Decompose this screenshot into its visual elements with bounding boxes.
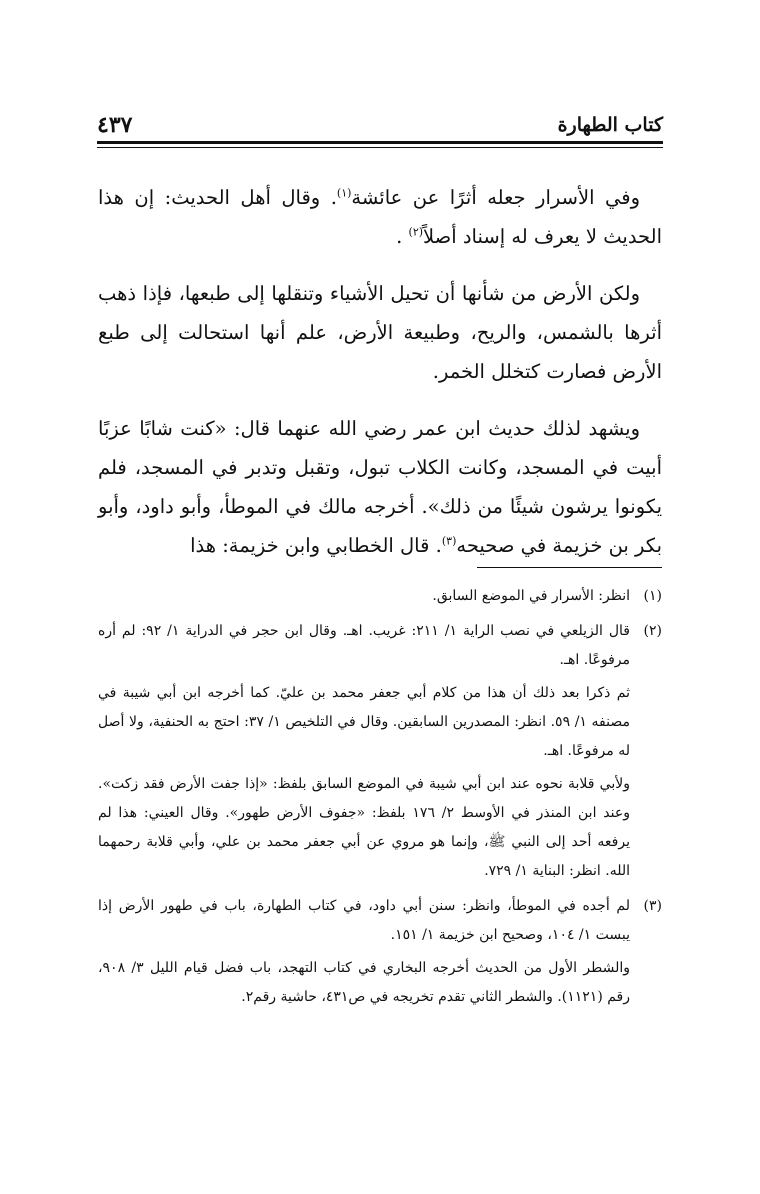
paragraph-1-part-b: . وقال أهل الحديث: إن هذا الحديث لا يعرف له إسناد أصلاً [98, 186, 662, 248]
header-rule-thin [97, 147, 663, 148]
footnote-3 [98, 892, 662, 1012]
footnote-continuation: ولأبي قلابة نحوه عند ابن أبي شيبة في الموضع السابق بلفظ: «إذا جفت الأرض فقد زكت». وعند ابن المنذر في الأوسط ٢/ ١٧٦ بلفظ: «جفوف الأرض طهور». وقال العيني: هذا لم يرفعه أحد إلى النبي ﷺ، وإنما هو مروي عن أبي جعفر محمد بن علي، وأبي قلابة رحمهما الله. انظر: البناية ١/ ٧٢٩. [98, 776, 630, 879]
footnote-text: لم أجده في الموطأ، وانظر: سنن أبي داود، في كتاب الطهارة، باب في طهور الأرض إذا يبست ١/ ١٠٤، وصحيح ابن خزيمة ١/ ١٥١. [98, 898, 630, 943]
paragraph-1-part-c: . [396, 225, 403, 248]
footnote-ref-1: (١) [336, 186, 352, 200]
running-title: كتاب الطهارة [557, 114, 663, 136]
footnote-ref-3: (٣) [441, 534, 457, 548]
footnote-text: انظر: الأسرار في الموضع السابق. [432, 588, 630, 604]
footnote-2 [98, 617, 662, 886]
footnote-text: قال الزيلعي في نصب الراية ١/ ٢١١: غريب. اهـ. وقال ابن حجر في الدراية ١/ ٩٢: لم أره مرفوعًا. اهـ. [98, 623, 630, 668]
main-text [98, 178, 662, 583]
footnote-continuation: ثم ذكرا بعد ذلك أن هذا من كلام أبي جعفر محمد بن عليّ. كما أخرجه ابن أبي شيبة في مصنفه ١/ ٥٩. انظر: المصدرين السابقين. وقال في التلخيص ١/ ٣٧: احتج به الحنفية، ولا أصل له مرفوعًا. اهـ. [98, 685, 631, 759]
footnote-ref-2: (٢) [408, 225, 424, 239]
footnote-number: (٣) [643, 898, 662, 914]
footnotes [98, 582, 662, 1018]
paragraph-3 [98, 409, 662, 565]
footnote-continuation: والشطر الأول من الحديث أخرجه البخاري في كتاب التهجد، باب فضل قيام الليل ٣/ ٩٠٨، رقم (١١٢١). والشطر الثاني تقدم تخريجه في ص٤٣١، حاشية رقم٢. [98, 960, 630, 1005]
footnote-number: (٢) [643, 623, 662, 639]
footnote-number: (١) [643, 588, 662, 604]
paragraph-3-part-a: ويشهد لذلك حديث ابن عمر رضي الله عنهما قال: «كنت شابًا عزبًا أبيت في المسجد، وكانت الكلاب تبول، وتقبل وتدبر في المسجد، فلم يكونوا يرشون شيئًا من ذلك». أخرجه مالك في الموطأ، وأبو داود، وأبو بكر بن خزيمة في صحيحه [98, 417, 662, 557]
paragraph-2: ولكن الأرض من شأنها أن تحيل الأشياء وتنقلها إلى طبعها، فإذا ذهب أثرها بالشمس، والريح، وطبيعة الأرض، علم أنها استحالت إلى طبع الأرض فصارت كتخلل الخمر. [98, 282, 662, 383]
paragraph-1 [98, 178, 662, 256]
paragraph-3-part-b: . قال الخطابي وابن خزيمة: هذا [190, 534, 442, 557]
header-rule-thick [97, 141, 663, 144]
page-number: ٤٣٧ [97, 112, 133, 138]
footnote-1 [98, 582, 662, 611]
footnote-separator [477, 567, 662, 568]
paragraph-1-part-a: وفي الأسرار جعله أثرًا عن عائشة [351, 186, 640, 209]
